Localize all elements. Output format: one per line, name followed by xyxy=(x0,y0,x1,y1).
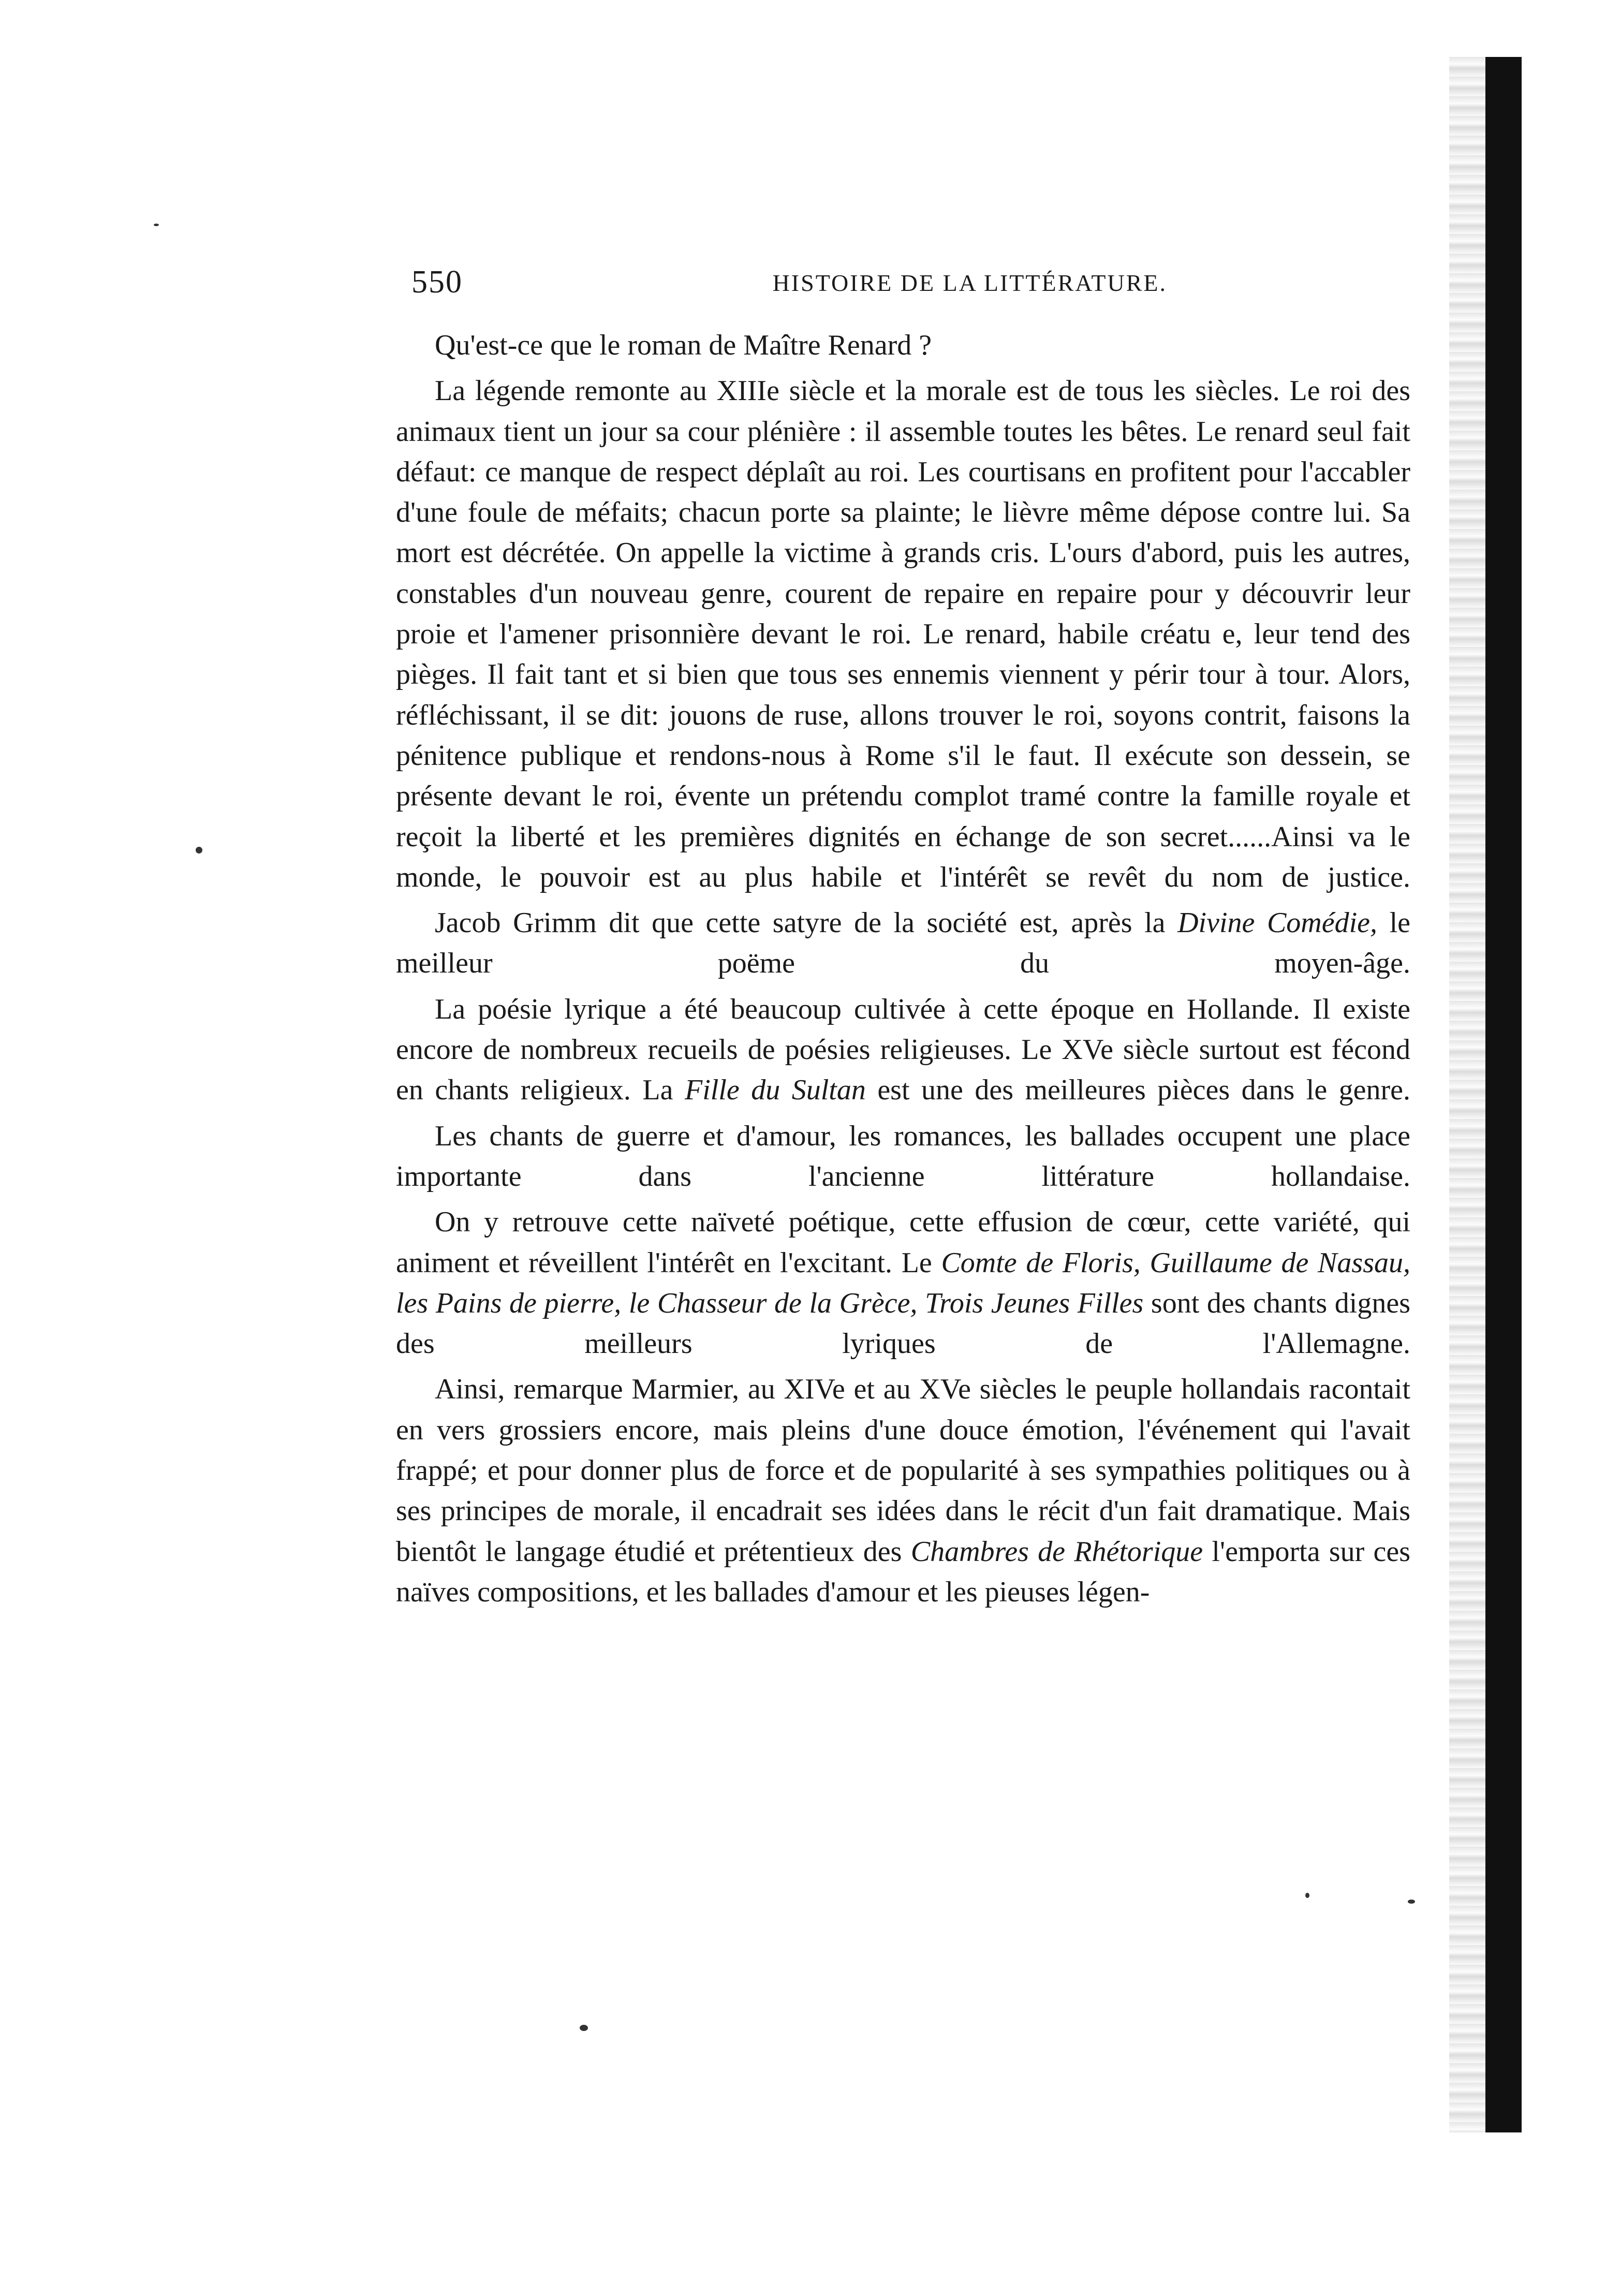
scan-edge-shadow xyxy=(1485,57,1522,2132)
scan-speck xyxy=(1305,1893,1309,1898)
paragraph-marmier: Ainsi, remarque Marmier, au XIVe et au XVe siècles le peuple hollandais racontait en vers grossiers encore, mais pleins d'une douce émotion, l'événement qui l'avait frappé; et pour donner plus de force et de popularité à ses sympathies politiques ou à ses principes de morale, il encadrait ses idées dans le récit d'un fait dramatique. Mais bientôt le langage étudié et prétentieux des Chambres de Rhétorique l'emporta sur ces naïves compositions, et les ballades d'amour et les pieuses légen- xyxy=(396,1373,1411,1608)
paragraph-lyric-poetry: La poésie lyrique a été beaucoup cultivée à cette époque en Hollande. Il existe encore de nombreux recueils de poésies religieuses. Le XVe siècle surtout est fécond en chants religieux. La Fille du Sultan est une des meilleures pièces dans le genre. xyxy=(396,993,1411,1107)
italic-title: Divine Comédie, xyxy=(1177,907,1378,939)
page-body xyxy=(396,325,1410,1617)
paragraph-war-songs: Les chants de guerre et d'amour, les romances, les ballades occupent une place importante dans l'ancienne littérature hollandaise. xyxy=(396,1120,1410,1193)
running-head: HISTOIRE DE LA LITTÉRATURE. xyxy=(772,270,1167,296)
italic-title: Chambres de Rhétorique xyxy=(910,1535,1203,1568)
scan-speck xyxy=(154,224,159,226)
scan-speck xyxy=(1408,1900,1415,1904)
page-header xyxy=(411,264,1167,311)
paragraph-renard-story: La légende remonte au XIIIe siècle et la morale est de tous les siècles. Le roi des animaux tient un jour sa cour plénière : il assemble toutes les bêtes. Le renard seul fait défaut: ce manque de respect déplaît au roi. Les courtisans en profitent pour l'accabler d'une foule de méfaits; chacun porte sa plainte; le lièvre même dépose contre lui. Sa mort est décrétée. On appelle la victime à grands cris. L'ours d'abord, puis les autres, constables d'un nouveau genre, courent de repaire en repaire pour y découvrir leur proie et l'amener prisonnière devant le roi. Le renard, habile créatu e, leur tend des pièges. Il fait tant et si bien que tous ses ennemis viennent y périr tour à tour. Alors, réfléchissant, il se dit: jouons de ruse, allons trouver le roi, soyons contrit, faisons la pénitence publique et rendons-nous à Rome s'il le faut. Il exécute son dessein, se présente devant le roi, évente un prétendu complot tramé contre la famille royale et reçoit la liberté et les premières dignités en échange de son secret......Ainsi va le monde, le pouvoir est au plus habile et l'intérêt se revêt du nom de justice. xyxy=(396,375,1410,893)
italic-titles: Comte de Floris, Guillaume de Nassau, les Pains de pierre, le Chasseur de la Grèce, Trois Jeunes Filles xyxy=(396,1246,1410,1319)
paragraph-grimm: Jacob Grimm dit que cette satyre de la société est, après la Divine Comédie, le meilleur poëme du moyen-âge. xyxy=(396,907,1411,980)
scan-speck xyxy=(196,847,202,853)
paragraph-question: Qu'est-ce que le roman de Maître Renard ? xyxy=(435,329,932,361)
scan-edge-fray xyxy=(1449,57,1485,2132)
scan-speck xyxy=(580,2025,588,2031)
page-number: 550 xyxy=(411,264,463,300)
italic-title: Fille du Sultan xyxy=(684,1074,866,1107)
paragraph-naivete: On y retrouve cette naïveté poétique, cette effusion de cœur, cette variété, qui animent et réveillent l'intérêt en l'excitant. Le Comte de Floris, Guillaume de Nassau, les Pains de pierre, le Chasseur de la Grèce, Trois Jeunes Filles sont des chants dignes des meilleurs lyriques de l'Allemagne. xyxy=(396,1206,1410,1360)
